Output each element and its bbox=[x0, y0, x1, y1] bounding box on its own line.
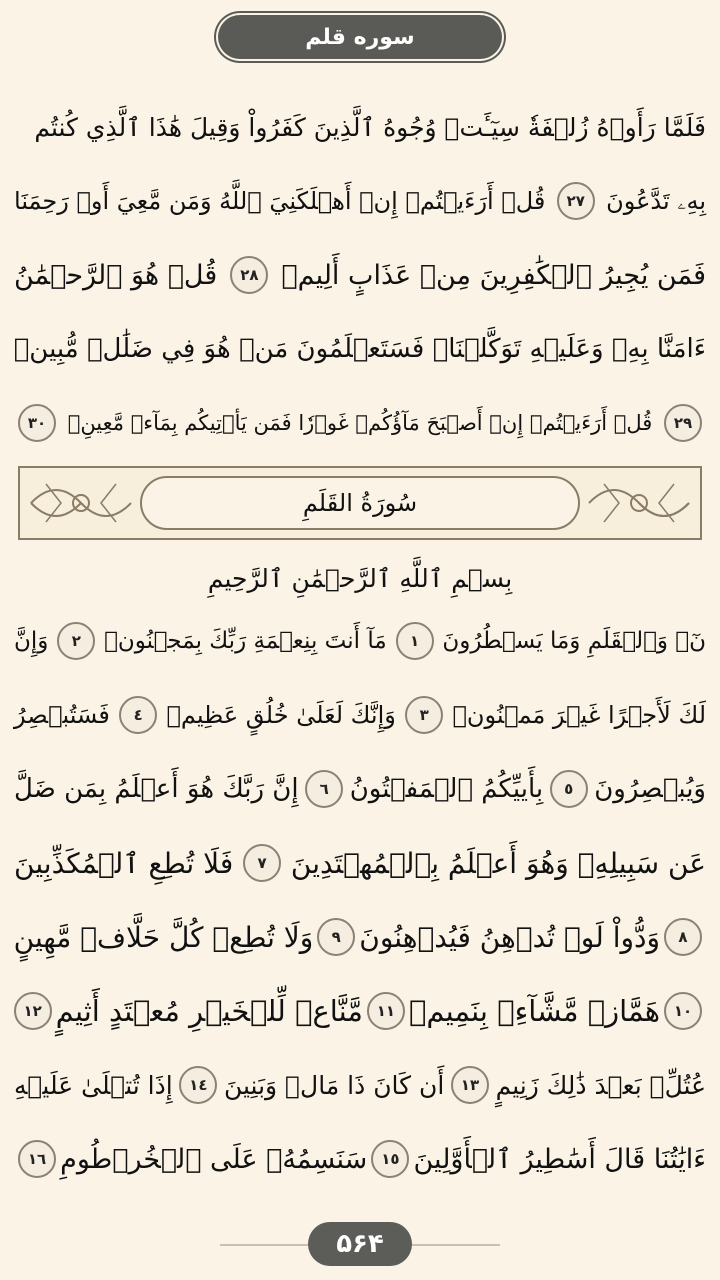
ayah-number-marker[interactable]: ٨ bbox=[664, 918, 702, 956]
ornament-left-icon bbox=[26, 472, 136, 534]
ornament-right-icon bbox=[584, 472, 694, 534]
page-number-pill[interactable] bbox=[308, 1222, 412, 1266]
verse-line bbox=[14, 1048, 706, 1122]
verse-line bbox=[14, 826, 706, 900]
verse-text[interactable]: نٓۚ وَٱلۡقَلَمِ وَمَا يَسۡطُرُونَ bbox=[442, 628, 706, 654]
surah-banner-cartouche bbox=[140, 476, 580, 530]
ayah-number-marker[interactable]: ٢ bbox=[57, 622, 95, 660]
verse-text[interactable]: بِأَييِّكُمُ ٱلۡمَفۡتُونُ bbox=[349, 774, 544, 804]
verse-text[interactable]: أَن كَانَ ذَا مَالٖ وَبَنِينَ bbox=[223, 1070, 445, 1100]
surah-banner-name: سُورَةُ القَلَمِ bbox=[302, 489, 418, 517]
page-number: ۵۶۴ bbox=[336, 1229, 384, 1259]
verse-line bbox=[14, 604, 706, 678]
ayah-number-marker[interactable]: ١ bbox=[396, 622, 434, 660]
bismillah: بِسۡمِ ٱللَّهِ ٱلرَّحۡمَٰنِ ٱلرَّحِيمِ bbox=[207, 563, 513, 593]
verse-line bbox=[14, 1122, 706, 1196]
verse-line bbox=[14, 312, 706, 386]
ayah-number-marker[interactable]: ١٣ bbox=[451, 1066, 489, 1104]
surah-banner bbox=[18, 466, 702, 540]
ayah-number-marker[interactable]: ٦ bbox=[305, 770, 343, 808]
ayah-number-marker[interactable]: ٢٨ bbox=[230, 256, 268, 294]
verses-bottom-block bbox=[14, 604, 706, 1196]
verse-text[interactable]: قُلۡ هُوَ ٱلرَّحۡمَٰنُ bbox=[14, 259, 218, 291]
ayah-number-marker[interactable]: ٢٧ bbox=[557, 182, 595, 220]
verse-text[interactable]: إِذَا تُتۡلَىٰ عَلَيۡهِ bbox=[14, 1070, 173, 1100]
verse-text[interactable]: وَدُّواْ لَوۡ تُدۡهِنُ فَيُدۡهِنُونَ bbox=[359, 920, 660, 954]
verse-line bbox=[14, 752, 706, 826]
verse-line bbox=[14, 386, 706, 460]
verse-text[interactable]: عُتُلِّۭ بَعۡدَ ذَٰلِكَ زَنِيمٍ bbox=[495, 1070, 706, 1100]
verse-line bbox=[14, 164, 706, 238]
verse-text[interactable]: بِهِۦ تَدَّعُونَ bbox=[606, 187, 706, 215]
ayah-number-marker[interactable]: ١٥ bbox=[371, 1140, 409, 1178]
surah-title: سوره قلم bbox=[305, 24, 415, 50]
verses-top-block bbox=[14, 90, 706, 460]
verse-text[interactable]: لَكَ لَأَجۡرًا غَيۡرَ مَمۡنُونٖ bbox=[452, 701, 706, 729]
verse-text[interactable]: فَلَمَّا رَأَوۡهُ زُلۡفَةٗ سِيٓـَٔتۡ وُجُوهُ ٱلَّذِينَ كَفَرُواْ وَقِيلَ هَٰذَا ٱلَّذِي كُنتُم bbox=[34, 112, 706, 142]
verse-text[interactable]: مَآ أَنتَ بِنِعۡمَةِ رَبِّكَ بِمَجۡنُونٖ bbox=[104, 628, 387, 654]
verse-text[interactable]: هَمَّازٖ مَّشَّآءِۭ بِنَمِيمٖ bbox=[408, 994, 660, 1028]
verse-text[interactable]: وَإِنَّكَ لَعَلَىٰ خُلُقٍ عَظِيمٖ bbox=[166, 701, 396, 729]
ayah-number-marker[interactable]: ١٠ bbox=[664, 992, 702, 1030]
verse-text[interactable]: وَإِنَّ bbox=[14, 628, 49, 654]
verse-text[interactable]: سَنَسِمُهُۥ عَلَى ٱلۡخُرۡطُومِ bbox=[60, 1143, 368, 1175]
verse-text[interactable]: ءَايَٰتُنَا قَالَ أَسَٰطِيرُ ٱلۡأَوَّلِينَ bbox=[413, 1143, 706, 1175]
verse-line bbox=[14, 678, 706, 752]
verse-line bbox=[14, 90, 706, 164]
verse-line bbox=[14, 238, 706, 312]
ayah-number-marker[interactable]: ٤ bbox=[119, 696, 157, 734]
verse-text[interactable]: فَسَتُبۡصِرُ bbox=[14, 701, 110, 729]
ayah-number-marker[interactable]: ٣٠ bbox=[18, 404, 56, 442]
verse-line bbox=[14, 900, 706, 974]
ayah-number-marker[interactable]: ١٤ bbox=[179, 1066, 217, 1104]
verse-text[interactable]: إِنَّ رَبَّكَ هُوَ أَعۡلَمُ بِمَن ضَلَّ bbox=[14, 774, 299, 804]
page-number-divider-left bbox=[220, 1244, 308, 1246]
ayah-number-marker[interactable]: ٧ bbox=[243, 844, 281, 882]
page-number-divider-right bbox=[412, 1244, 500, 1246]
ayah-number-marker[interactable]: ٣ bbox=[405, 696, 443, 734]
verse-text[interactable]: عَن سَبِيلِهِۦ وَهُوَ أَعۡلَمُ بِٱلۡمُهۡتَدِينَ bbox=[290, 846, 706, 880]
verse-text[interactable]: مَّنَّاعٖ لِّلۡخَيۡرِ مُعۡتَدٍ أَثِيمٍ bbox=[55, 994, 363, 1028]
verse-text[interactable]: ءَامَنَّا بِهِۦ وَعَلَيۡهِ تَوَكَّلۡنَاۖ فَسَتَعۡلَمُونَ مَنۡ هُوَ فِي ضَلَٰلٖ مُّبِينٖ bbox=[13, 334, 706, 364]
ayah-number-marker[interactable]: ٩ bbox=[317, 918, 355, 956]
verse-text[interactable]: فَمَن يُجِيرُ ٱلۡكَٰفِرِينَ مِنۡ عَذَابٍ أَلِيمٖ bbox=[281, 259, 706, 291]
ayah-number-marker[interactable]: ١٢ bbox=[14, 992, 52, 1030]
verse-text[interactable]: قُلۡ أَرَءَيۡتُمۡ إِنۡ أَصۡبَحَ مَآؤُكُمۡ غَوۡرٗا فَمَن يَأۡتِيكُم بِمَآءٖ مَّعِينِۭ bbox=[67, 411, 653, 435]
verse-text[interactable]: قُلۡ أَرَءَيۡتُمۡ إِنۡ أَهۡلَكَنِيَ ٱللَّهُ وَمَن مَّعِيَ أَوۡ رَحِمَنَا bbox=[14, 187, 546, 215]
surah-title-pill[interactable] bbox=[218, 15, 502, 59]
verse-text[interactable]: وَلَا تُطِعۡ كُلَّ حَلَّافٖ مَّهِينٍ bbox=[13, 920, 314, 954]
verse-text[interactable]: فَلَا تُطِعِ ٱلۡمُكَذِّبِينَ bbox=[14, 846, 234, 880]
ayah-number-marker[interactable]: ١٦ bbox=[18, 1140, 56, 1178]
ayah-number-marker[interactable]: ١١ bbox=[367, 992, 405, 1030]
verse-text[interactable]: وَيُبۡصِرُونَ bbox=[594, 774, 706, 804]
ayah-number-marker[interactable]: ٢٩ bbox=[664, 404, 702, 442]
verse-line bbox=[14, 974, 706, 1048]
ayah-number-marker[interactable]: ٥ bbox=[550, 770, 588, 808]
